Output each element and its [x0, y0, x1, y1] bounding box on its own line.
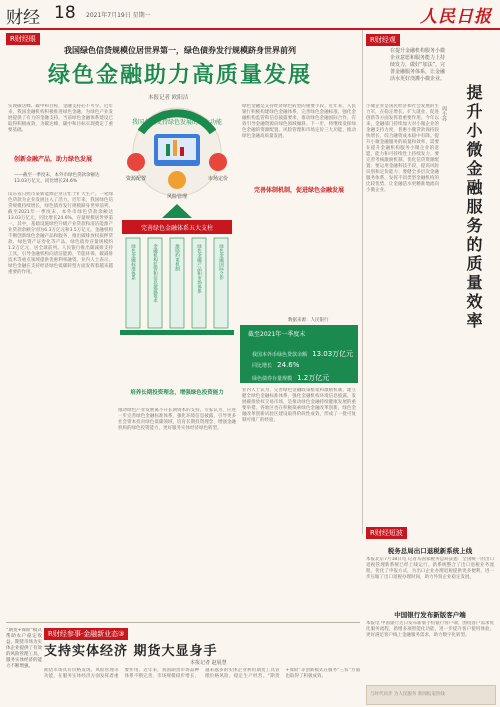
- main-byline: 本报记者 欧阳洁: [148, 95, 189, 101]
- short-news-kicker: R财经短波: [366, 527, 407, 539]
- pillars: [126, 238, 228, 328]
- stat-value: 13.03万亿元: [312, 350, 354, 358]
- pillar-label-5: 绿色金融国际合作: [218, 244, 224, 280]
- stat-label: 我国本外币绿色贷款余额: [252, 352, 308, 358]
- issue-date: 2021年7月19日 星期一: [86, 12, 151, 19]
- main-headline: 绿色金融助力高质量发展: [47, 63, 312, 88]
- main-column-3: 绿色金融是支持经济绿色转型的重要手段。近年来，人民银行积极构建绿色金融体系，完善绿色金融标准，强化金融机构监管和信息披露要求，推动绿色金融国际合作，有效引导金融资源向绿色领域倾斜。下一步，将继续发挥绿色金融的资源配置、风险管理和市场定价三大功能，推动绿色金融高质量发展。: [242, 104, 356, 139]
- column-intro: 在提升金融机构服务小微企业意愿和服务能力上持续发力，做好“加法”，完善金融服务体系，让金融活水更好浇灌小微企业。: [390, 48, 446, 82]
- pillar-label-1: 绿色金融标准体系: [130, 244, 136, 280]
- subheading-3: 完善体制机制，促进绿色金融发展: [253, 187, 344, 194]
- column-headline: 提升小微金融服务的质量效率: [464, 84, 483, 331]
- main-subtitle: 我国绿色信贷规模位居世界第一，绿色债券发行规模跻身世界前列: [64, 46, 296, 55]
- column-body: 小微企业是国民经济和社会发展的生力军，在稳定增长、扩大就业、促进创新等方面发挥着重要作用。今年以来，金融部门持续加大对小微企业的金融支持力度，普惠小微贷款保持较快增长，综合融资成本稳中有降。提升小微金融服务的质量和效率，需要在提升金融机构服务小微企业的意愿、能力和可持续性上持续发力。要完善考核激励机制，优化信贷资源配置；要运用金融科技手段，提高风险识别和定价能力；要健全多层次金融服务体系，发挥不同类型金融机构的比较优势，让金融活水更精准地流向小微企业。: [366, 104, 439, 193]
- bar-icon-2: [173, 140, 177, 156]
- pillar-base: [120, 330, 234, 335]
- short-news-title-1: 税务总局出口退税新系统上线: [387, 547, 473, 555]
- main-column-3b: 业内人士认为，完善绿色金融政策框架和激励机制，建立健全绿色金融标准体系，强化金融机构环境信息披露，发展碳排放权交易市场，是推动绿色金融持续健康发展的重要举措。各地区也在积极探索绿色金融改革创新，绿色金融改革创新试验区建设取得阶段性成效，形成了一批可复制可推广的经验。: [242, 388, 356, 423]
- pillar-label-3: 激励约束机制: [174, 244, 180, 271]
- bottom-divider: [6, 622, 360, 623]
- main-lead-paragraph: 实现碳达峰、碳中和目标，金融支持必不可少。近年来，我国金融机构积极推进绿色金融，为绿色产业发展提供了有力的金融支持。当前绿色金融体系建设已取得积极成效，为碳达峰、碳中和目标实现奠定了重要基础。: [8, 104, 113, 133]
- subheading-1-note: ——截至一季度末，本外币绿色贷款余额达13.03万亿元，同比增长24.6%: [14, 173, 100, 184]
- function-icon-1: [127, 153, 145, 171]
- column-byline: 周小苏: [441, 106, 447, 121]
- bar-icon-1: [166, 144, 170, 156]
- pillar-roof: [162, 204, 192, 218]
- pillar-label-2: 金融机构监管和信息披露要求: [152, 244, 158, 303]
- bottom-body: 期货市场具有价格发现、风险管理等功能，在服务实体经济方面发挥着重要作用。近年来，我国期货市场品种体系不断完善，市场规模稳步增长，越来越多的实体企业利用期货工具管理价格风险，稳定生产经营。“期货+保险”等创新模式在服务“三农”方面也取得了积极成效。: [44, 668, 360, 679]
- short-news-text-2: 本报电 中国银行近日发布新版手机银行客户端，围绕客户需求优化服务流程，新增多项智能化功能，进一步提升客户使用体验，更好满足客户线上金融服务需求，助力数字化转型。: [366, 621, 494, 638]
- section-name: 财经: [6, 8, 40, 28]
- stats-caption: 数据来源：人民银行: [288, 318, 329, 323]
- bar-icon-3: [180, 147, 184, 156]
- green-finance-infographic: [116, 104, 238, 362]
- bottom-byline: 本报记者 赵展慧: [190, 660, 227, 666]
- masthead-logo: 人民日报: [420, 7, 492, 27]
- ad-text: 与时代同步 为人民服务 新闻报道热线: [370, 692, 445, 697]
- short-news-text-1: 本报北京7月18日电 记者从国家税务总局获悉：全国统一的出口退税管理新系统已经上线运行。新系统整合了出口退税业务流程，优化了申报方式，为出口企业办理退税提供更多便利，进一步压缩了出口退税办理时间，助力外贸企业稳定发展。: [366, 557, 494, 580]
- subheading-1: 创新金融产品，助力绿色发展: [14, 156, 93, 163]
- function-icon-3: [209, 153, 227, 171]
- page-number: 18: [54, 3, 76, 23]
- main-kicker: R财经眼: [6, 33, 40, 45]
- bottom-headline: 支持实体经济 期货大显身手: [44, 644, 218, 659]
- stat-value: 1.2万亿元: [297, 374, 330, 382]
- main-column-2: 推动绿色产业发展离不开长期资本的支持。专家认为，应进一步完善绿色金融标准体系，强化环境信息披露，引导更多社会资本投向绿色低碳领域，培育长期投资理念，增强金融机构的绿色投资能力，更好服务实体经济绿色转型。: [118, 408, 236, 431]
- subheading-2: 培养长期投资理念，增强绿色投资能力: [130, 390, 224, 396]
- stat-label: 绿色债券存量规模: [252, 376, 293, 382]
- main-column-1: 山东省日照市某新能源企业正忙于扩大生产。一笔绿色贷款为企业发展注入了活力。近年来，我国绿色信贷规模持续增长，绿色债券发行规模跻身世界前列。截至2021年一季度末，本外币绿色贷款余额达13.03万亿元，同比增长24.6%，存量规模居世界第一。其中，基础设施绿色升级产业贷款和清洁能源产业贷款余额分别为6.3万亿元和3.5万亿元。金融机构不断创新绿色金融产品和服务，推出碳排放权质押贷款、绿色资产证券化等产品。绿色债券存量规模约1.2万亿元，居全球前列。人民银行推出碳减排支持工具，引导金融机构向清洁能源、节能环保、碳减排技术等重点领域提供优惠利率融资。业内人士表示，绿色金融在支持经济绿色低碳转型方面发挥着越来越重要的作用。: [8, 192, 113, 275]
- column-kicker: R财经观: [366, 34, 400, 46]
- stat-green-bonds: [252, 365, 329, 384]
- function-label-2: 风险管理: [166, 194, 188, 200]
- stat-value: 24.6%: [277, 361, 300, 369]
- info-title: 我国金融支持绿色发展的三大功能: [131, 119, 223, 126]
- function-icon-2: [168, 171, 186, 189]
- bottom-side-note: “期货+保险”模式帮助农户稳定收益，期货市场为实体企业提供了有效的风险管理工具，服务实体经济的能力不断增强。: [6, 628, 42, 669]
- stat-label: 同比增长: [252, 363, 273, 369]
- pillar-label-4: 绿色金融产品和市场体系: [196, 244, 202, 294]
- short-news-title-2: 中国银行发布新版客户端: [394, 611, 466, 619]
- pillar-banner: 完善绿色金融体系五大支柱: [140, 225, 214, 232]
- function-label-3: 市场定价: [207, 176, 229, 182]
- bottom-kicker: R财经参事·金融新业态③: [44, 628, 128, 640]
- function-label-1: 资源配置: [125, 176, 147, 182]
- stats-box-title: 截至2021年一季度末: [248, 331, 306, 338]
